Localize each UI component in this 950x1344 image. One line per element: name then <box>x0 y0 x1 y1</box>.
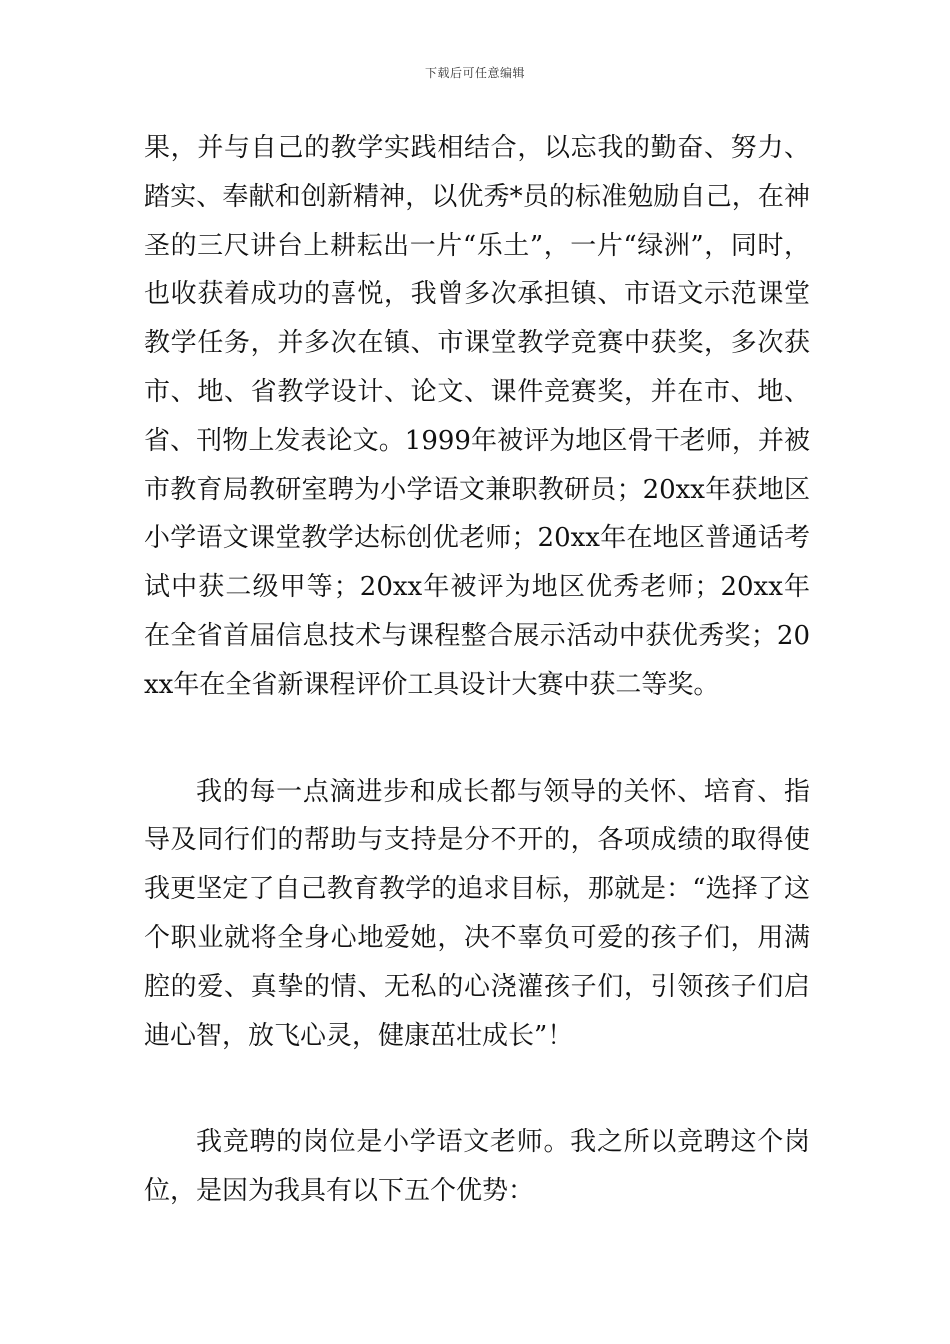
document-body <box>144 124 810 1216</box>
paragraph-gap <box>144 1060 810 1118</box>
paragraph-position: 我竞聘的岗位是小学语文老师。我之所以竞聘这个岗位，是因为我具有以下五个优势： <box>144 1127 810 1207</box>
paragraph-achievements: 果，并与自己的教学实践相结合，以忘我的勤奋、努力、踏实、奉献和创新精神，以优秀*员的标准勉励自己，在神圣的三尺讲台上耕耘出一片“乐土”，一片“绿洲”，同时，也收获着成功的喜悦，我曾多次承担镇、市语文示范课堂教学任务，并多次在镇、市课堂教学竞赛中获奖，多次获市、地、省教学设计、论文、课件竞赛奖，并在市、地、省、刊物上发表论文。1999年被评为地区骨干老师，并被市教育局教研室聘为小学语文兼职教研员；20xx年获地区小学语文课堂教学达标创优老师；20xx年在地区普通话考试中获二级甲等；20xx年被评为地区优秀老师；20xx年在全省首届信息技术与课程整合展示活动中获优秀奖；20xx年在全省新课程评价工具设计大赛中获二等奖。 <box>144 133 810 700</box>
paragraph-gratitude: 我的每一点滴进步和成长都与领导的关怀、培育、指导及同行们的帮助与支持是分不开的，各项成绩的取得使我更坚定了自己教育教学的追求目标，那就是：“选择了这个职业就将全身心地爱她，决不辜负可爱的孩子们，用满腔的爱、真挚的情、无私的心浇灌孩子们，引领孩子们启迪心智，放飞心灵，健康茁壮成长”！ <box>144 776 810 1051</box>
page-header-note: 下载后可任意编辑 <box>424 66 525 80</box>
paragraph-gap <box>144 710 810 768</box>
